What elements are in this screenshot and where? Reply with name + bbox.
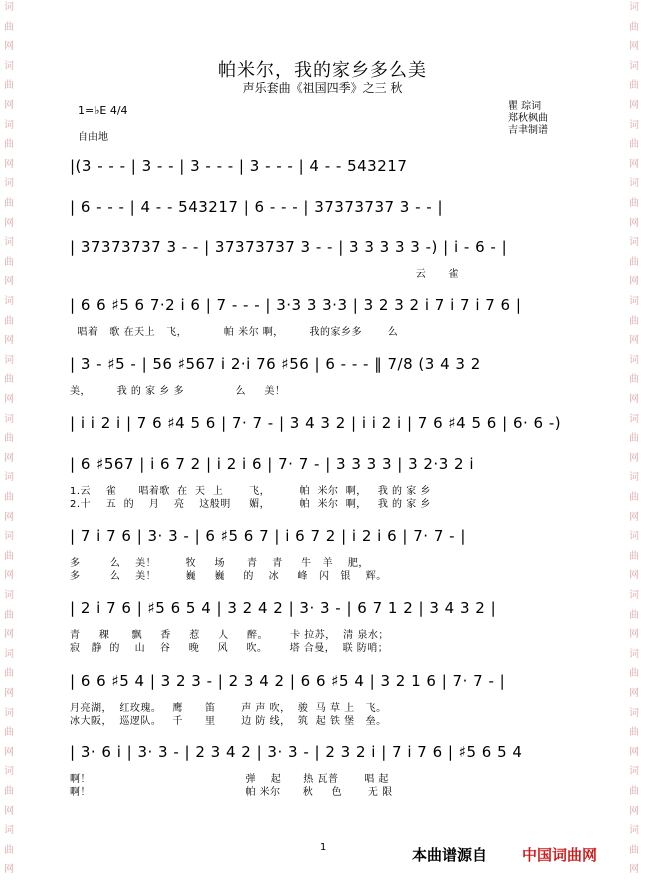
notation: | 6 ♯567 | i 6 7 2 | i 2 i 6 | 7· 7 - | 3 3 3 3 | 3 2·3 2 i <box>70 455 474 473</box>
watermark-char: 词 <box>629 590 639 601</box>
watermark-char: 网 <box>629 100 639 111</box>
watermark-char: 词 <box>629 531 639 543</box>
notation: | 3 - ♯5 - | 56 ♯567 i 2·i 76 ♯56 | 6 - - - ‖ 7/8 (3 4 3 2 <box>70 355 481 373</box>
watermark-char: 词 <box>629 825 639 837</box>
watermark-char: 曲 <box>4 727 14 739</box>
watermark-char: 曲 <box>4 80 14 92</box>
credits <box>508 101 548 137</box>
watermark-char: 曲 <box>629 844 639 856</box>
watermark-char: 曲 <box>4 844 14 856</box>
watermark-char: 网 <box>629 158 639 170</box>
watermark-char: 网 <box>4 746 14 758</box>
watermark-char: 网 <box>629 864 639 876</box>
watermark-char: 词 <box>629 119 639 131</box>
lyric-line-1: 美， 我 的 家 乡 多 么 美！ <box>70 386 286 397</box>
notation: | 37373737 3 - - | 37373737 3 - - | 3 3 3 3 3 -) | i - 6 - | <box>70 238 508 256</box>
watermark-char: 曲 <box>629 550 639 562</box>
watermark-char: 网 <box>4 394 14 405</box>
watermark-char: 词 <box>629 237 639 249</box>
watermark-char: 网 <box>4 511 14 523</box>
site-brand-link[interactable]: 中国词曲网 <box>522 846 598 864</box>
watermark-char: 网 <box>4 864 14 876</box>
tempo-marking: 自由地 <box>78 132 108 143</box>
watermark-char: 曲 <box>629 492 639 503</box>
watermark-char: 词 <box>4 354 14 366</box>
watermark-right <box>627 0 643 891</box>
notation: | 2 i 7 6 | ♯5 6 5 4 | 3 2 4 2 | 3· 3 - | 6 7 1 2 | 3 4 3 2 | <box>70 599 497 617</box>
watermark-char: 词 <box>4 472 14 484</box>
watermark-char: 词 <box>629 707 639 719</box>
song-title: 帕米尔，我的家乡多么美 <box>218 60 427 81</box>
watermark-char: 曲 <box>629 374 639 386</box>
watermark-char: 词 <box>4 296 14 307</box>
lyric-line-1: 云 雀 <box>70 269 459 280</box>
watermark-char: 网 <box>4 41 14 53</box>
watermark-char: 曲 <box>629 433 639 445</box>
watermark-char: 网 <box>629 276 639 288</box>
watermark-char: 词 <box>4 60 14 72</box>
watermark-char: 词 <box>4 2 14 13</box>
watermark-char: 词 <box>629 472 639 484</box>
watermark-char: 网 <box>4 629 14 641</box>
watermark-char: 网 <box>4 335 14 347</box>
watermark-char: 网 <box>4 452 14 464</box>
watermark-char: 词 <box>4 119 14 131</box>
notation: | 6 6 ♯5 4 | 3 2 3 - | 2 3 4 2 | 6 6 ♯5 4 | 3 2 1 6 | 7· 7 - | <box>70 672 506 690</box>
lyric-line-1: 多 么 美！ 牧 场 青 青 牛 羊 肥， <box>70 558 369 569</box>
watermark-char: 曲 <box>4 139 14 151</box>
watermark-char: 曲 <box>629 786 639 797</box>
watermark-char: 曲 <box>629 80 639 92</box>
watermark-char: 曲 <box>4 21 14 33</box>
lyric-line-2: 2.十 五 的 月 亮 这般明 媚， 帕 米尔 啊， 我 的 家 乡 <box>70 499 431 510</box>
watermark-left <box>2 0 18 891</box>
watermark-char: 词 <box>4 825 14 837</box>
watermark-char: 曲 <box>4 786 14 797</box>
watermark-char: 曲 <box>629 139 639 151</box>
watermark-char: 网 <box>629 570 639 582</box>
lyricist: 瞿 琮词 <box>508 101 542 112</box>
lyric-line-1: 啊！ 弹 起 热 瓦普 唱 起 <box>70 774 389 785</box>
watermark-char: 词 <box>629 2 639 13</box>
lyric-line-1: 唱着 歌 在天上 飞， 帕 米尔 啊， 我的家乡多 么 <box>70 327 399 338</box>
watermark-char: 曲 <box>629 609 639 621</box>
notation: | 7 i 7 6 | 3· 3 - | 6 ♯5 6 7 | i 6 7 2 | i 2 i 6 | 7· 7 - | <box>70 527 466 545</box>
lyric-line-1: 1.云 雀 唱着歌 在 天 上 飞， 帕 米尔 啊， 我 的 家 乡 <box>70 486 431 497</box>
watermark-char: 曲 <box>629 256 639 268</box>
watermark-char: 网 <box>4 100 14 111</box>
watermark-char: 词 <box>629 648 639 660</box>
watermark-char: 网 <box>629 746 639 758</box>
watermark-char: 网 <box>4 688 14 699</box>
watermark-char: 词 <box>629 766 639 778</box>
lyric-line-1: 青 稞 飘 香 惹 人 醉。 卡 拉苏， 清 泉水； <box>70 630 389 641</box>
watermark-char: 词 <box>629 178 639 190</box>
notation: | 6 6 ♯5 6 7·2 i 6 | 7 - - - | 3·3 3 3·3 | 3 2 3 2 i 7 i 7 i 7 6 | <box>70 296 522 314</box>
watermark-char: 网 <box>4 217 14 229</box>
watermark-char: 词 <box>4 590 14 601</box>
watermark-char: 网 <box>629 217 639 229</box>
watermark-char: 词 <box>4 707 14 719</box>
lyric-line-2: 冰大阪， 巡逻队。 千 里 边 防 线， 筑 起 铁 堡 垒。 <box>70 716 387 727</box>
watermark-char: 曲 <box>4 256 14 268</box>
watermark-char: 词 <box>4 178 14 190</box>
watermark-char: 词 <box>629 296 639 307</box>
watermark-char: 曲 <box>4 668 14 680</box>
lyric-line-1: 月亮湖， 红玫瑰。 鹰 笛 声 声 吹， 骏 马 草 上 飞。 <box>70 703 387 714</box>
source-label: 本曲谱源自 <box>412 846 488 864</box>
watermark-char: 网 <box>4 570 14 582</box>
watermark-char: 曲 <box>4 315 14 327</box>
watermark-char: 词 <box>629 413 639 425</box>
watermark-char: 曲 <box>629 668 639 680</box>
watermark-char: 曲 <box>629 198 639 209</box>
watermark-char: 网 <box>629 629 639 641</box>
watermark-char: 曲 <box>4 433 14 445</box>
watermark-char: 网 <box>629 511 639 523</box>
watermark-char: 曲 <box>4 374 14 386</box>
watermark-char: 词 <box>4 413 14 425</box>
watermark-char: 词 <box>629 60 639 72</box>
notation: | i i 2 i | 7 6 ♯4 5 6 | 7· 7 - | 3 4 3 2 | i i 2 i | 7 6 ♯4 5 6 | 6· 6 -) <box>70 414 562 432</box>
watermark-char: 曲 <box>629 727 639 739</box>
watermark-char: 网 <box>629 805 639 817</box>
key-signature: 1=♭E 4/4 <box>78 104 128 117</box>
watermark-char: 词 <box>4 766 14 778</box>
composer: 郑秋枫曲 <box>508 113 548 124</box>
watermark-char: 网 <box>629 41 639 53</box>
lyric-line-2: 多 么 美！ 巍 巍 的 冰 峰 闪 银 辉。 <box>70 571 387 582</box>
lyric-line-2: 啊！ 帕 米尔 秋 色 无 限 <box>70 787 393 798</box>
watermark-char: 网 <box>629 452 639 464</box>
watermark-char: 曲 <box>629 315 639 327</box>
watermark-char: 网 <box>629 394 639 405</box>
watermark-char: 词 <box>4 648 14 660</box>
watermark-char: 词 <box>4 531 14 543</box>
watermark-char: 词 <box>629 354 639 366</box>
notation: |(3 - - - | 3 - - | 3 - - - | 3 - - - | 4 - - 543217 <box>70 157 408 175</box>
watermark-char: 网 <box>4 805 14 817</box>
watermark-char: 网 <box>629 335 639 347</box>
watermark-char: 网 <box>4 158 14 170</box>
watermark-char: 曲 <box>4 550 14 562</box>
watermark-char: 曲 <box>4 492 14 503</box>
page-number: 1 <box>320 842 327 853</box>
watermark-char: 网 <box>629 688 639 699</box>
watermark-char: 网 <box>4 276 14 288</box>
watermark-char: 曲 <box>629 21 639 33</box>
notation: | 3· 6 i | 3· 3 - | 2 3 4 2 | 3· 3 - | 2 3 2 i | 7 i 7 6 | ♯5 6 5 4 <box>70 743 523 761</box>
lyric-line-2: 寂 静 的 山 谷 晚 风 吹。 塔 合曼， 联 防哨； <box>70 643 389 654</box>
song-subtitle: 声乐套曲《祖国四季》之三 秋 <box>242 81 403 95</box>
notation: | 6 - - - | 4 - - 543217 | 6 - - - | 37373737 3 - - | <box>70 198 444 216</box>
transcriber: 吉聿制谱 <box>508 125 548 136</box>
watermark-char: 曲 <box>4 609 14 621</box>
watermark-char: 词 <box>4 237 14 249</box>
watermark-char: 曲 <box>4 198 14 209</box>
